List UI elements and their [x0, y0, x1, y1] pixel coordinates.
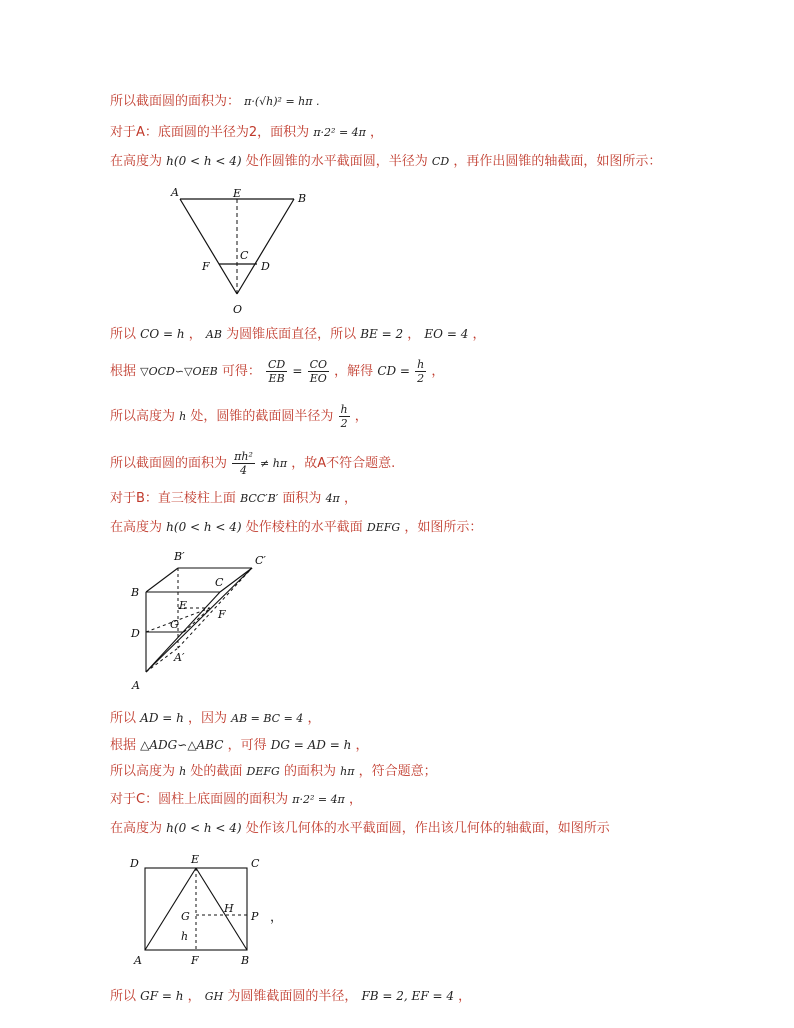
- line-5-frac3-den: 2: [417, 372, 425, 385]
- line-3-text2: 处作圆锥的水平截面圆，半径为: [245, 154, 428, 169]
- prism-figure: [124, 546, 284, 696]
- line-12-math2: DEFG: [246, 765, 280, 778]
- line-6-text: 所以高度为: [110, 409, 176, 424]
- line-14-text2: 处作该几何体的水平截面圆，作出该几何体的轴截面，如图所示: [245, 821, 610, 836]
- line-3: [110, 152, 661, 171]
- cyl-label-d: D: [130, 857, 139, 870]
- cone-label-e: E: [233, 187, 242, 200]
- prism-edge-ccp: [220, 568, 252, 592]
- line-4-math: CO = h: [140, 327, 185, 341]
- line-15-text: 所以: [110, 989, 137, 1004]
- line-5-text: 根据: [110, 364, 137, 379]
- cone-label-f: F: [202, 260, 210, 273]
- cyl-label-b: B: [241, 954, 250, 967]
- line-5-end: ，: [431, 364, 445, 379]
- line-9-text3: ，如图所示：: [404, 520, 483, 535]
- line-10-text2: ，因为: [188, 711, 228, 726]
- line-15-end: ，: [458, 989, 472, 1004]
- line-4-sep2: ，: [407, 327, 421, 342]
- line-7-frac: [232, 450, 255, 477]
- line-9-text2: 处作棱柱的水平截面: [245, 520, 363, 535]
- line-3-math: h(0 < h < 4): [166, 154, 242, 168]
- line-12-text2: 处的截面: [190, 764, 243, 779]
- line-13-math: π·2² = 4π: [292, 793, 345, 806]
- line-1-math: π·(√h)² = hπ .: [244, 95, 320, 108]
- line-10: [110, 709, 320, 728]
- line-6-frac-num: h: [340, 403, 348, 416]
- cyl-label-e: E: [191, 853, 200, 866]
- line-8: [110, 490, 357, 508]
- line-4-end: ，: [472, 327, 486, 342]
- cone-line-bo: [237, 199, 294, 294]
- prism-label-cp: C′: [255, 554, 266, 567]
- line-5-text2: 可得：: [221, 364, 261, 379]
- line-5-frac2-den: EO: [309, 372, 327, 385]
- line-12-text3: 的面积为: [283, 764, 336, 779]
- line-12-text4: ，符合题意；: [358, 764, 437, 779]
- line-12: [110, 763, 437, 781]
- line-10-math: AD = h: [140, 711, 184, 725]
- line-5-text3: ，解得: [334, 364, 374, 379]
- prism-label-g: G: [170, 618, 179, 631]
- line-5-frac3-num: h: [417, 358, 425, 371]
- line-1-text: 所以截面圆的面积为：: [110, 94, 241, 109]
- cyl-label-h: H: [224, 902, 234, 915]
- line-4-math2: AB: [205, 328, 222, 341]
- line-14-text: 在高度为: [110, 821, 163, 836]
- line-2-math: π·2² = 4π: [313, 126, 366, 139]
- cone-label-o: O: [233, 303, 243, 316]
- cyl-label-a: A: [134, 954, 142, 967]
- line-1: [110, 93, 320, 111]
- line-6-frac-h-2: [339, 403, 350, 430]
- figure-trailing-comma: ，: [270, 910, 284, 925]
- line-5-frac1-num: CD: [267, 358, 286, 371]
- line-11-end: ，: [355, 738, 369, 753]
- line-6-frac-den: 2: [340, 417, 348, 430]
- cyl-label-h-height: h: [181, 930, 189, 943]
- prism-label-b: B: [131, 586, 140, 599]
- line-9-math2: DEFG: [366, 521, 401, 534]
- prism-label-a: A: [132, 679, 140, 692]
- line-11-math2: DG = AD = h: [270, 738, 352, 752]
- line-5-frac2-num: CO: [309, 358, 328, 371]
- line-12-text: 所以高度为: [110, 764, 176, 779]
- line-6: [110, 403, 368, 430]
- cone-label-d: D: [261, 260, 270, 273]
- line-5-math2: CD =: [377, 364, 410, 378]
- cone-label-c: C: [240, 249, 249, 262]
- cone-label-b: B: [298, 192, 307, 205]
- cone-line-ao: [180, 199, 237, 294]
- line-3-text3: ，再作出圆锥的轴截面，如图所示：: [453, 154, 662, 169]
- line-9-math: h(0 < h < 4): [166, 520, 242, 534]
- prism-label-e: E: [179, 599, 188, 612]
- line-10-math2: AB = BC = 4: [231, 712, 304, 725]
- cyl-label-f: F: [191, 954, 199, 967]
- line-13-text: 对于C：圆柱上底面圆的面积为: [110, 792, 289, 807]
- line-15-math2: GH: [204, 990, 224, 1003]
- line-7-frac-den: 4: [240, 464, 248, 477]
- line-6-math: h: [179, 410, 187, 423]
- line-15: [110, 987, 471, 1006]
- line-15-math3: FB = 2, EF = 4: [361, 989, 454, 1003]
- prism-edge-bb: [146, 568, 178, 592]
- line-11: [110, 736, 368, 755]
- cyl-label-g: G: [181, 910, 190, 923]
- line-12-math: h: [179, 765, 187, 778]
- line-14-math: h(0 < h < 4): [166, 821, 242, 835]
- line-4-sep: ，: [188, 327, 202, 342]
- line-2-end: ，: [370, 125, 384, 140]
- line-5-frac1-den: EB: [268, 372, 285, 385]
- line-8-math2: 4π: [325, 492, 340, 505]
- cyl-line-eb: [196, 868, 247, 950]
- line-7-text2: ，故A不符合题意.: [291, 456, 396, 471]
- line-13: [110, 791, 362, 809]
- prism-edge-gf: [184, 608, 210, 632]
- line-6-end: ，: [354, 409, 368, 424]
- line-4-math3: BE = 2: [360, 327, 404, 341]
- line-5-math: ▽OCD∽▽OEB: [140, 365, 218, 378]
- line-4-math4: EO = 4: [424, 327, 469, 341]
- line-9: [110, 518, 482, 537]
- line-11-math: △ADG∽△ABC: [140, 738, 224, 752]
- line-5: [110, 358, 444, 385]
- cone-label-a: A: [171, 186, 179, 199]
- line-15-sep: ，: [187, 989, 201, 1004]
- prism-label-ap: A′: [174, 651, 185, 664]
- line-10-end: ，: [307, 711, 321, 726]
- line-3-math2: CD: [431, 155, 450, 168]
- line-8-math: BCC′B′: [240, 492, 279, 505]
- line-11-text: 根据: [110, 738, 137, 753]
- line-14: [110, 819, 610, 838]
- line-3-text: 在高度为: [110, 154, 163, 169]
- line-8-end: ，: [343, 491, 357, 506]
- line-5-frac-cd-eb: [266, 358, 287, 385]
- line-8-text2: 面积为: [282, 491, 322, 506]
- cylinder-figure: [124, 850, 274, 970]
- line-7-frac-num: πh²: [234, 450, 253, 463]
- prism-label-f: F: [218, 608, 226, 621]
- line-2: [110, 124, 383, 142]
- cyl-label-c: C: [251, 857, 260, 870]
- cyl-label-p: P: [251, 910, 259, 923]
- line-4: [110, 325, 486, 344]
- line-8-text: 对于B：直三棱柱上面: [110, 491, 236, 506]
- prism-edge-acp: [146, 568, 252, 672]
- cone-figure: [160, 182, 320, 318]
- line-4-text: 所以: [110, 327, 137, 342]
- line-11-text2: ，可得: [227, 738, 267, 753]
- line-4-text2: 为圆锥底面直径，所以: [226, 327, 357, 342]
- line-2-text: 对于A：底面圆的半径为2，面积为: [110, 125, 310, 140]
- line-6-text2: 处，圆锥的截面圆半径为: [190, 409, 334, 424]
- line-5-eq: =: [292, 364, 303, 378]
- line-7-text: 所以截面圆的面积为: [110, 456, 228, 471]
- cyl-line-ea: [145, 868, 196, 950]
- line-5-frac-co-eo: [308, 358, 329, 385]
- prism-label-bp: B′: [174, 550, 185, 563]
- line-7-math: ≠ hπ: [260, 457, 288, 470]
- line-9-text: 在高度为: [110, 520, 163, 535]
- line-12-math3: hπ: [340, 765, 355, 778]
- line-5-frac-h-2: [415, 358, 426, 385]
- line-10-text: 所以: [110, 711, 137, 726]
- prism-label-c: C: [215, 576, 224, 589]
- line-15-text2: 为圆锥截面圆的半径，: [227, 989, 358, 1004]
- line-15-math: GF = h: [140, 989, 184, 1003]
- line-13-end: ，: [348, 792, 362, 807]
- prism-label-d: D: [131, 627, 140, 640]
- line-7: [110, 450, 395, 477]
